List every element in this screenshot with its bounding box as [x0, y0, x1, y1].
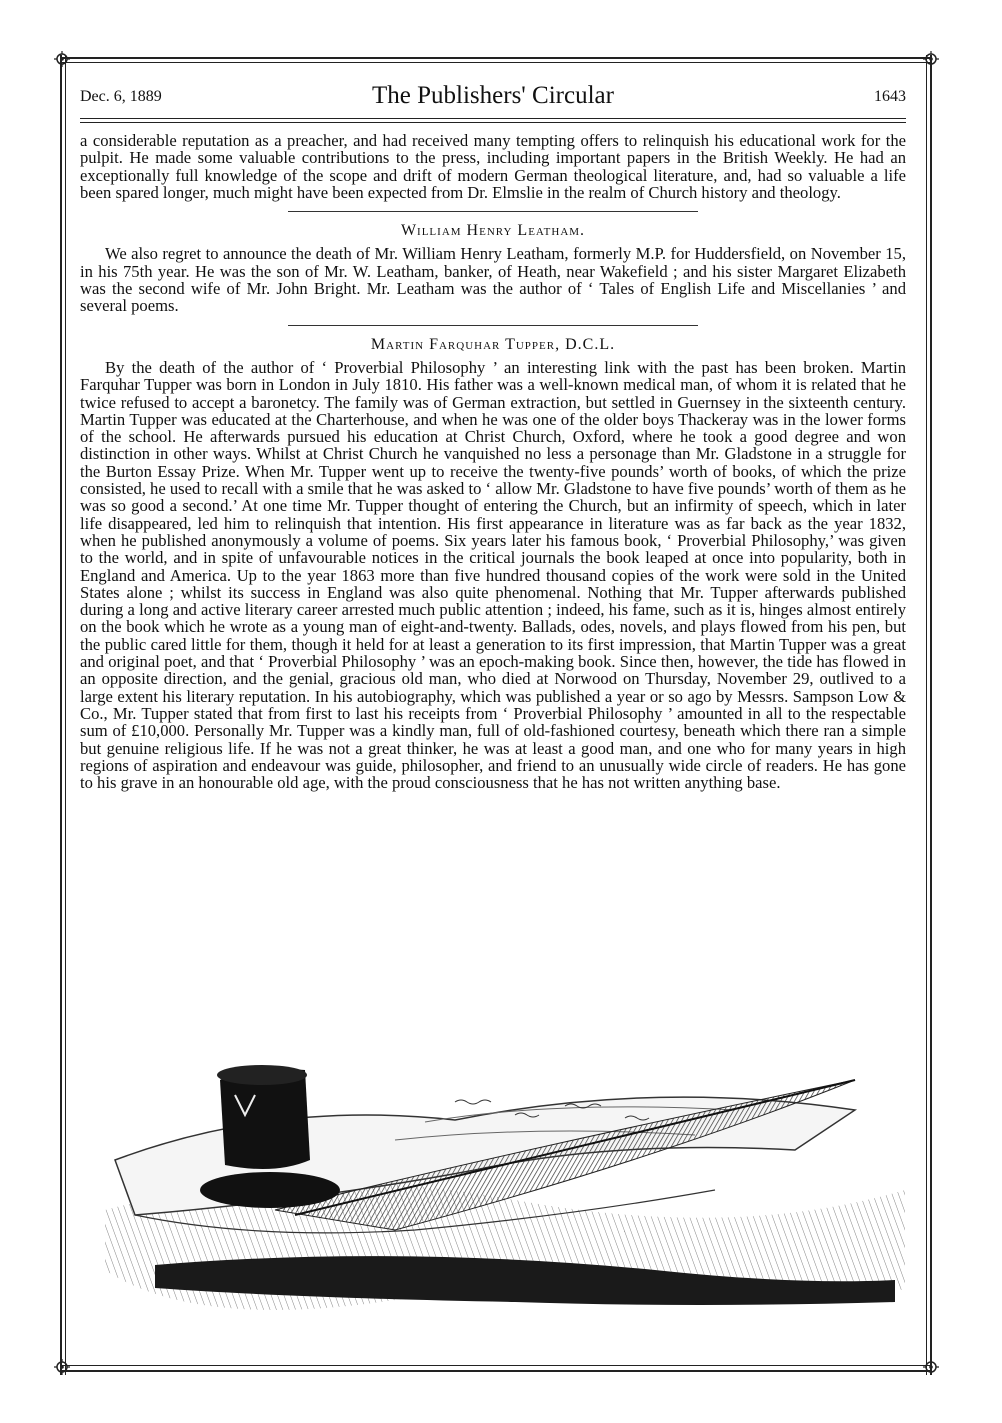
bottom-right-ornament-icon	[922, 1358, 940, 1376]
bottom-left-ornament-icon	[53, 1358, 71, 1376]
leatham-paragraph: We also regret to announce the death of Mr. William Henry Leatham, formerly M.P. for Huddersfield, on November 15, in his 75th year. He was the son of Mr. W. Leatham, banker, of Heath, near Wakefield ; and his sister Margaret Elizabeth was the second wife of Mr. John Bright. Mr. Leatham was the author of ‘ Tales of English Life and Miscellanies ’ and several poems.	[80, 244, 906, 316]
frame-top-rule-inner	[62, 62, 930, 63]
article-body	[80, 132, 906, 791]
page-number: 1643	[874, 88, 906, 105]
frame-bottom-rule-inner	[62, 1365, 930, 1366]
header-rule-bottom	[80, 122, 906, 123]
inkwell-quill-illustration	[95, 1040, 915, 1340]
publication-title: The Publishers' Circular	[372, 82, 614, 109]
running-header	[80, 82, 906, 112]
frame-right-rule-inner	[926, 55, 927, 1375]
frame-left-rule-outer	[60, 55, 62, 1375]
tupper-heading: Martin Farquhar Tupper, D.C.L.	[370, 335, 616, 353]
frame-bottom-rule-outer	[62, 1370, 930, 1372]
section-divider	[288, 325, 698, 326]
frame-top-rule-outer	[62, 57, 930, 59]
frame-right-rule-outer	[930, 55, 932, 1375]
header-date: Dec. 6, 1889	[80, 88, 162, 105]
tupper-paragraph: By the death of the author of ‘ Proverbial Philosophy ’ an interesting link with the past has been broken. Martin Farquhar Tupper was born in London in July 1810. His father was a well-known medical man, of whom it is related that he twice refused to accept a baronetcy. The family was of German extraction, but settled in Guernsey in the sixteenth century. Martin Tupper was educated at the Charterhouse, and when he was one of the older boys Thackeray was in the lower forms of the school. He afterwards pursued his education at Christ Church, Oxford, where he took a good degree and won distinction in other ways. Whilst at Christ Church he vanquished no less a personage than Mr. Gladstone in a struggle for the Burton Essay Prize. When Mr. Tupper went up to receive the twenty-five pounds’ worth of books, of which the prize consisted, he used to recall with a smile that he was asked to ‘ allow Mr. Gladstone to have five pounds’ worth of them as he was so good a second.’ At one time Mr. Tupper thought of entering the Church, but an infirmity of speech, which in later life disappeared, led him to relinquish that intention. His first appearance in literature was as far back as the year 1832, when he published anonymously a volume of poems. Six years later his famous book, ‘ Proverbial Philosophy,’ was given to the world, and in spite of unfavourable notices in the critical journals the book leaped at once into popularity, both in England and America. Up to the year 1863 more than five hundred thousand copies of the work were sold in the United States alone ; whilst its success in England was also quite phenomenal. Nothing that Mr. Tupper afterwards published during a long and active literary career arrested much public attention ; indeed, his fame, such as it is, hinges almost entirely on the book which he wrote as a young man of eight-and-twenty. Ballads, odes, novels, and plays flowed from his pen, but the public cared little for them, though it held for at least a generation to its first impression, that Martin Tupper was a great and original poet, and that ‘ Proverbial Philosophy ’ was an epoch-making book. Since then, however, the tide has flowed in an opposite direction, and the genial, gracious old man, who died at Norwood on Thursday, November 29, outlived to a large extent his literary reputation. In his autobiography, which was published a year or so ago by Messrs. Sampson Low & Co., Mr. Tupper stated that from first to last his receipts from ‘ Proverbial Philosophy ’ amounted in all to the respectable sum of £10,000. Personally Mr. Tupper was a kindly man, full of old-fashioned courtesy, beneath which there ran a simple but genuine religious life. If he was not a great thinker, he was at least a good man, and one who for many years in high regions of aspiration and endeavour was guide, philosopher, and friend to an unusually wide circle of readers. He has gone to his grave in an honourable old age, with the proud consciousness that he has not written anything base.	[80, 357, 906, 793]
frame-left-rule-inner	[65, 55, 66, 1375]
elmslie-paragraph: a considerable reputation as a preacher, and had received many tempting offers to relinquish his educational work for the pulpit. He made some valuable contributions to the press, including important papers in the British Weekly. He had an exceptionally full knowledge of the scope and drift of modern German theological literature, and, had so valuable a life been spared longer, much might have been expected from Dr. Elmslie in the realm of Church history and theology.	[80, 131, 906, 202]
section-divider	[288, 211, 698, 212]
leatham-heading: William Henry Leatham.	[400, 222, 586, 240]
top-right-ornament-icon	[922, 50, 940, 68]
header-rule-top	[80, 118, 906, 119]
top-left-ornament-icon	[53, 50, 71, 68]
